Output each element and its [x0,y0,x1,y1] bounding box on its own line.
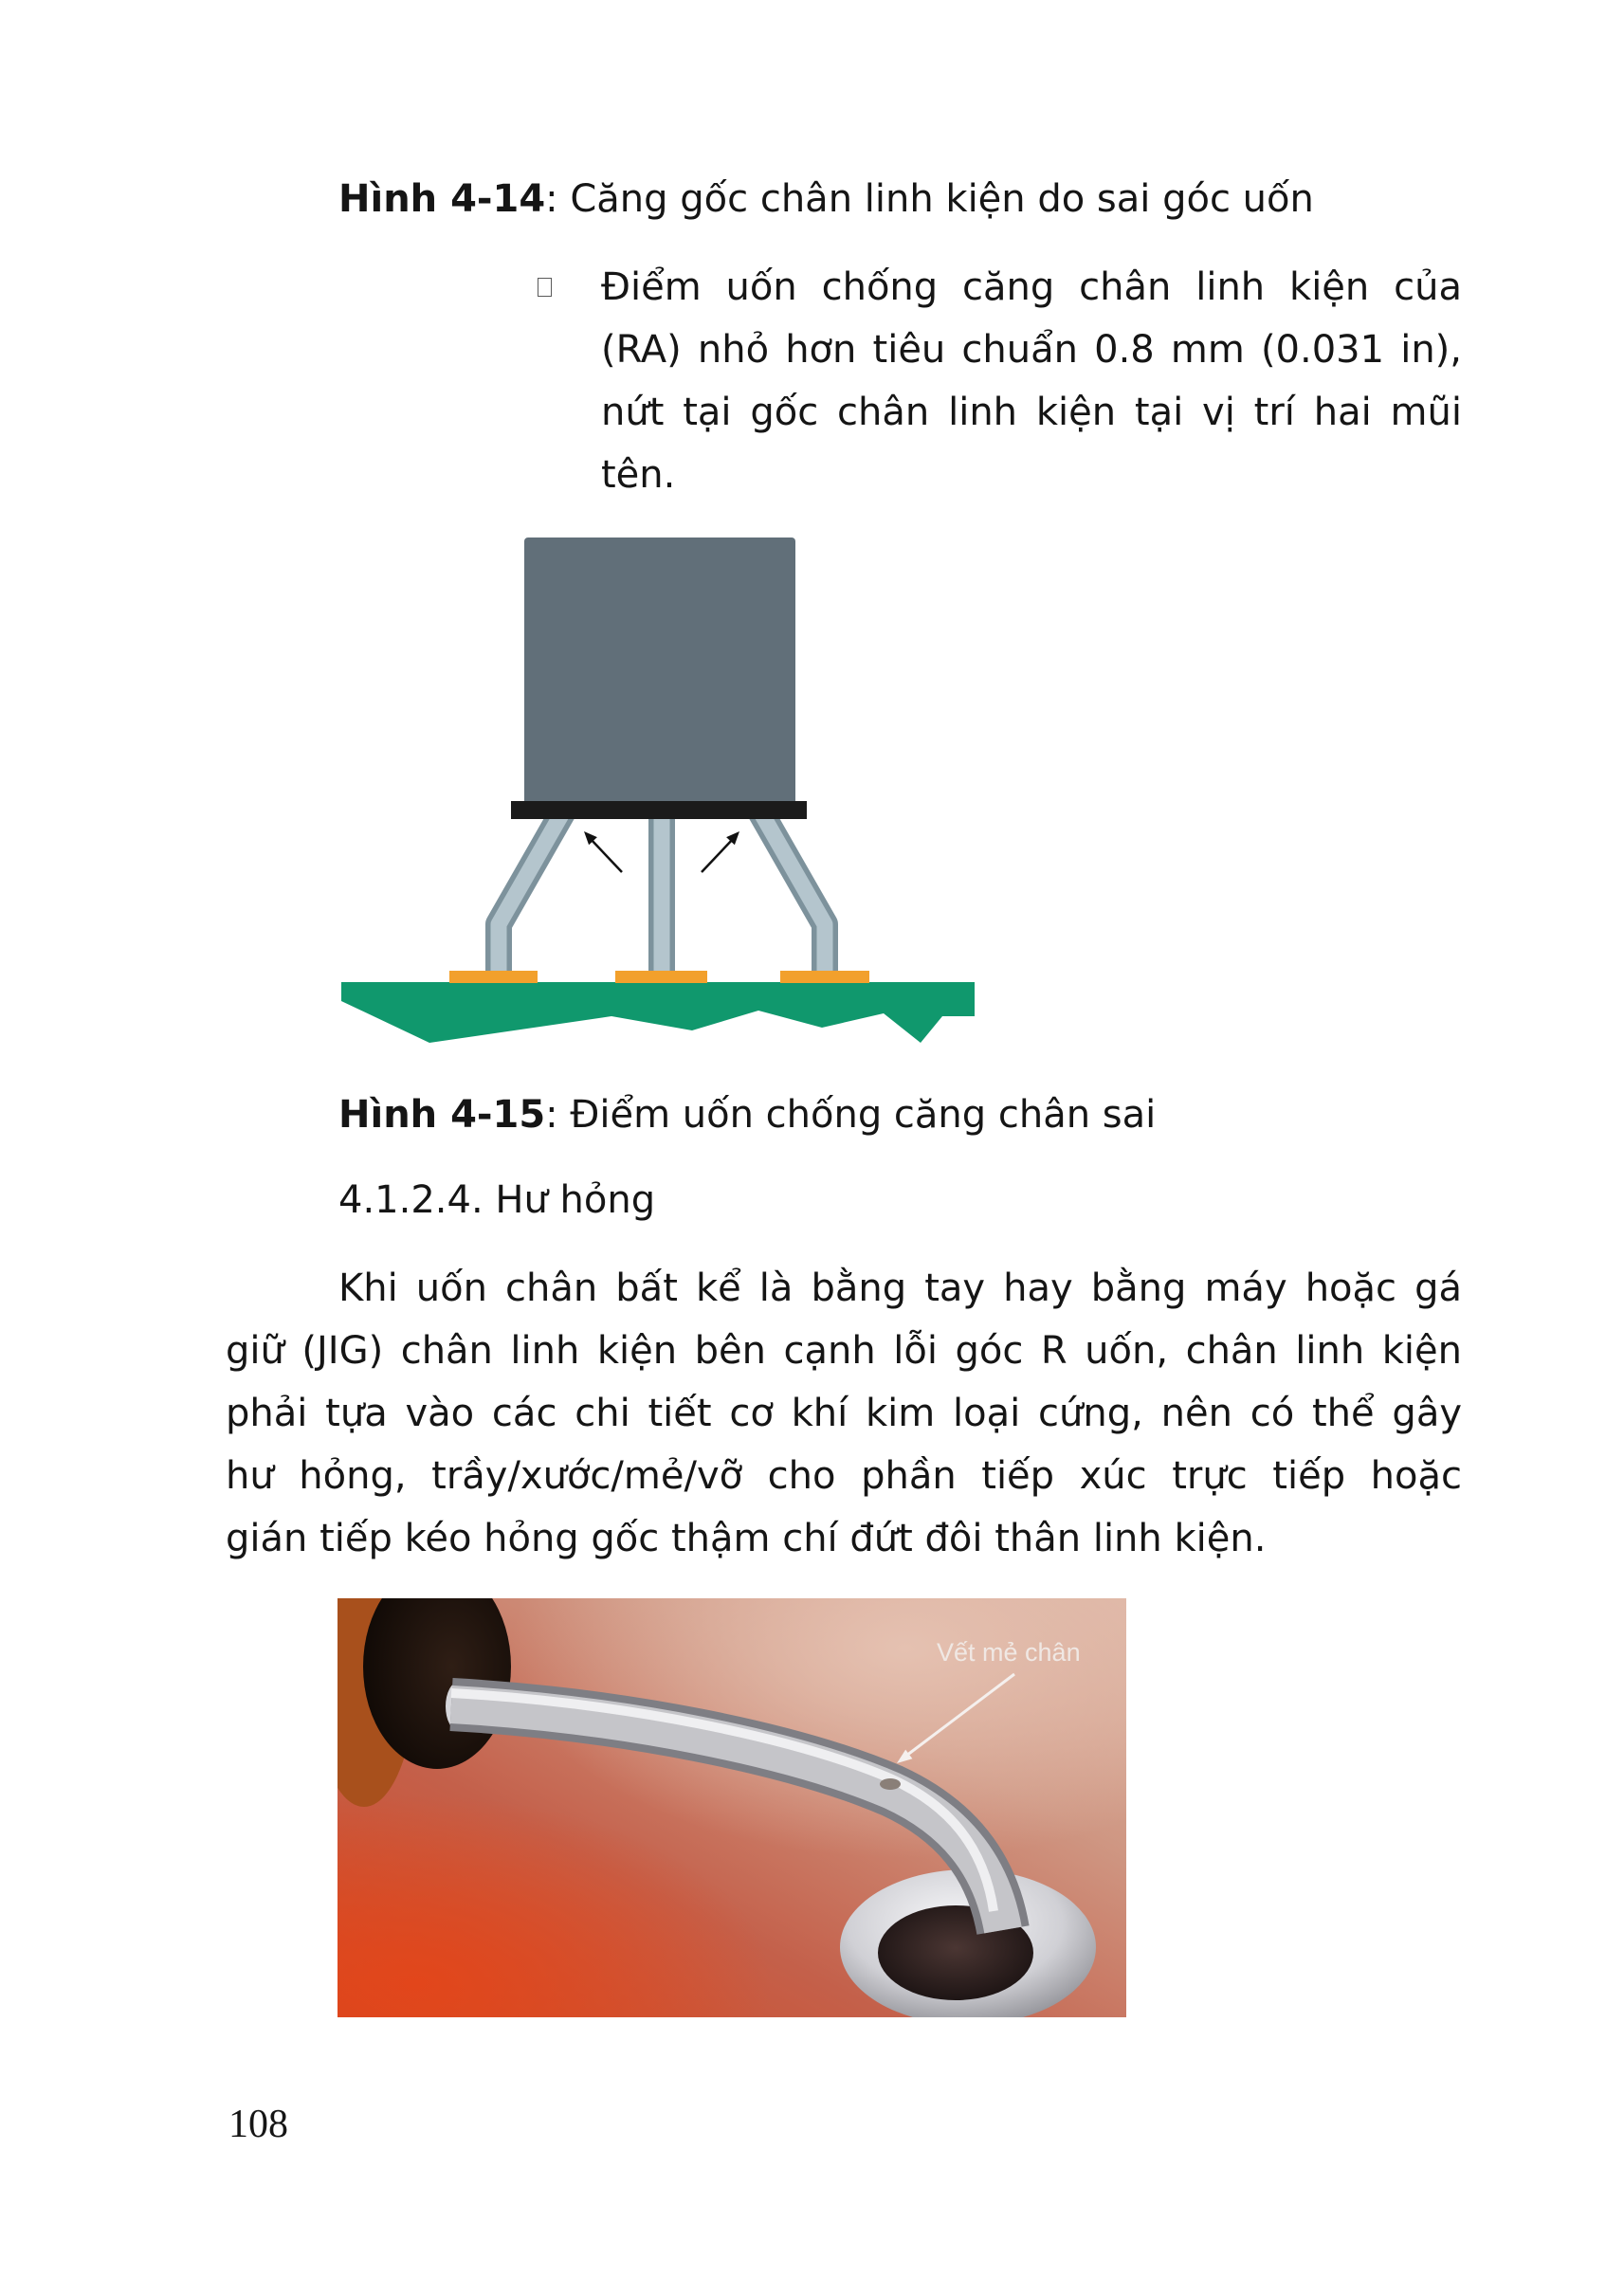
nick-mark [880,1778,901,1790]
photo-label: Vết mẻ chân [937,1638,1081,1667]
bullet-line: Điểm uốn chống căng chân linh kiện của [601,265,1462,309]
figure-caption-4-14 [338,168,1314,230]
pcb-board [341,982,975,1043]
paragraph-line: gián tiếp kéo hỏng gốc thậm chí đứt đôi thân linh kiện. [226,1517,1267,1560]
figure-caption-label: Hình 4-15 [338,1093,546,1137]
figure-caption-4-15 [338,1084,1156,1146]
square-outline-icon [538,278,552,297]
paragraph-line: giữ (JIG) chân linh kiện bên cạnh lỗi góc R uốn, chân linh kiện [226,1329,1462,1373]
pad-middle [615,971,707,983]
component-base [511,801,807,819]
lead-bend-diagram [322,526,986,1057]
bullet-line: nứt tại gốc chân linh kiện tại vị trí hai mũi [601,391,1462,434]
paragraph-line: Khi uốn chân bất kể là bằng tay hay bằng máy hoặc gá [338,1266,1462,1310]
paragraph-line: hư hỏng, trầy/xước/mẻ/vỡ cho phần tiếp xúc trực tiếp hoặc [226,1454,1462,1498]
figure-caption-text: : Điểm uốn chống căng chân sai [545,1093,1157,1137]
stress-arrow-left [590,838,622,872]
page-number: 108 [228,2103,288,2146]
pad-right [780,971,869,983]
paragraph-line: phải tựa vào các chi tiết cơ khí kim loại cứng, nên có thể gây [226,1392,1462,1435]
figure-caption-label: Hình 4-14 [338,177,546,221]
damaged-lead-photo [338,1598,1126,2017]
bullet-line: tên. [601,453,676,497]
stress-arrow-right [702,838,734,872]
component-body [524,538,795,805]
component-leads [499,811,825,976]
pad-left [449,971,538,983]
section-heading: 4.1.2.4. Hư hỏng [338,1178,656,1222]
bullet-line: (RA) nhỏ hơn tiêu chuẩn 0.8 mm (0.031 in), [601,328,1462,372]
figure-caption-text: : Căng gốc chân linh kiện do sai góc uốn [545,177,1314,221]
